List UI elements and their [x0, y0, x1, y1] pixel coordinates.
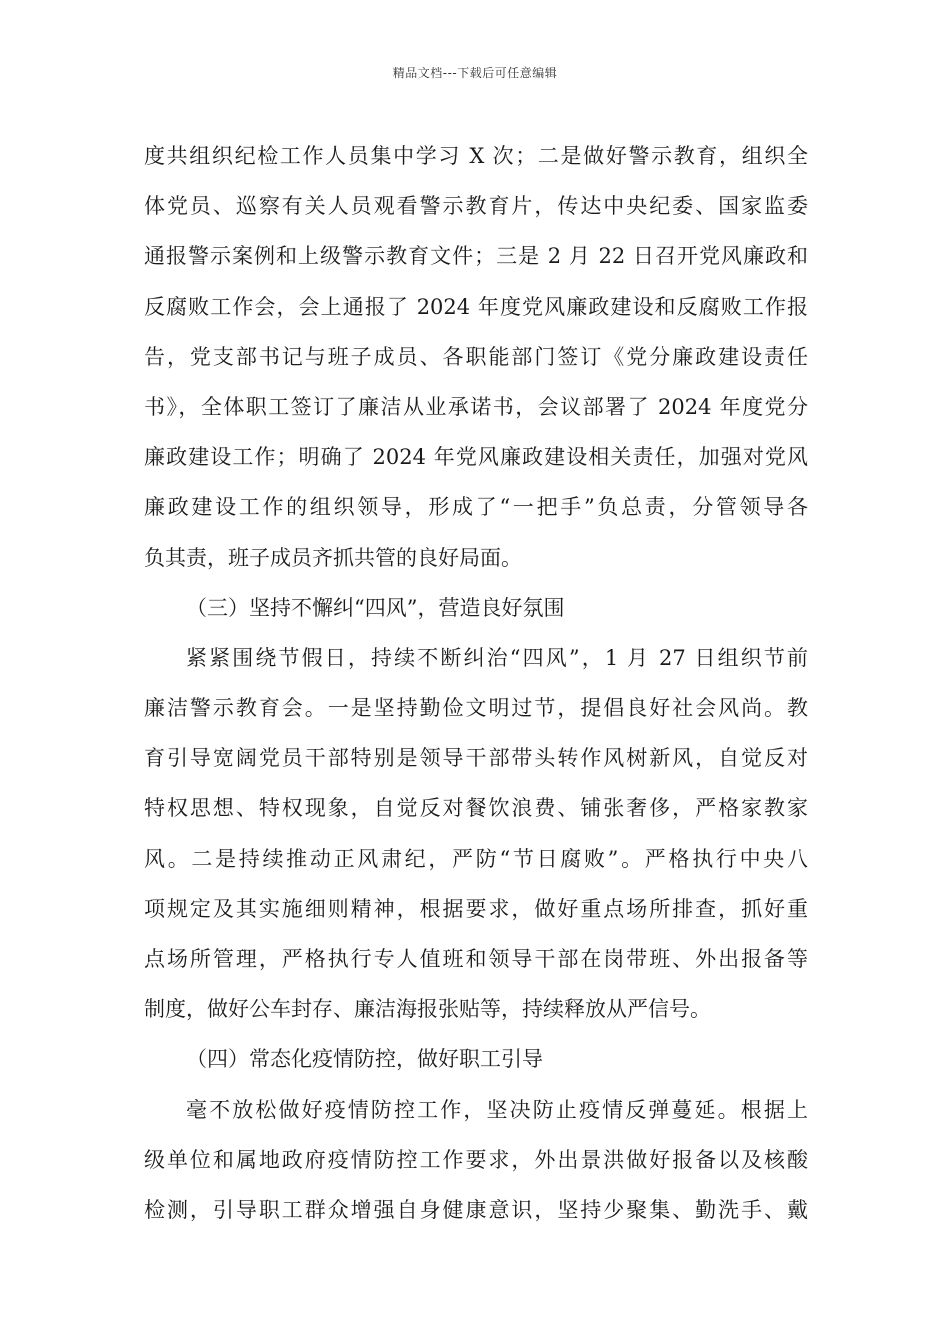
text-line: 廉政建设工作的组织领导，形成了“一把手”负总责，分管领导各	[144, 495, 808, 520]
text-line: 反腐败工作会，会上通报了 2024 年度党风廉政建设和反腐败工作报	[144, 294, 808, 319]
page-header: 精品文档---下载后可任意编辑	[392, 66, 558, 80]
text-line: 通报警示案例和上级警示教育文件；三是 2 月 22 日召开党风廉政和	[144, 244, 808, 269]
text-line: 书》，全体职工签订了廉洁从业承诺书，会议部署了 2024 年度党分	[144, 394, 808, 419]
text-line: 制度，做好公车封存、廉洁海报张贴等，持续释放从严信号。	[144, 997, 711, 1022]
text-line: 负其责，班子成员齐抓共管的良好局面。	[144, 545, 522, 570]
text-line: 检测，引导职工群众增强自身健康意识，坚持少聚集、勤洗手、戴	[144, 1197, 808, 1222]
text-line: 育引导宽阔党员干部特别是领导干部带头转作风树新风，自觉反对	[144, 746, 808, 771]
text-line: 毫不放松做好疫情防控工作，坚决防止疫情反弹蔓延。根据上	[186, 1097, 808, 1122]
text-line: 告，党支部书记与班子成员、各职能部门签订《党分廉政建设责任	[144, 344, 808, 369]
text-line: 度共组织纪检工作人员集中学习 X 次；二是做好警示教育，组织全	[144, 144, 808, 168]
document-body	[144, 131, 808, 1235]
text-line: 廉洁警示教育会。一是坚持勤俭文明过节，提倡良好社会风尚。教	[144, 696, 808, 721]
text-line: 风。二是持续推动正风肃纪，严防“节日腐败”。严格执行中央八	[144, 846, 808, 871]
text-line: （三）坚持不懈纠“四风”，营造良好氛围	[186, 595, 565, 620]
text-line: （四）常态化疫情防控，做好职工引导	[186, 1047, 543, 1072]
text-line: 级单位和属地政府疫情防控工作要求，外出景洪做好报备以及核酸	[144, 1147, 808, 1172]
text-line: 廉政建设工作；明确了 2024 年党风廉政建设相关责任，加强对党风	[144, 445, 808, 470]
text-line: 特权思想、特权现象，自觉反对餐饮浪费、铺张奢侈，严格家教家	[144, 796, 808, 821]
text-line: 项规定及其实施细则精神，根据要求，做好重点场所排查，抓好重	[144, 896, 808, 921]
text-line: 紧紧围绕节假日，持续不断纠治“四风”，1 月 27 日组织节前	[186, 645, 808, 670]
text-line: 点场所管理，严格执行专人值班和领导干部在岗带班、外出报备等	[144, 947, 808, 971]
text-line: 体党员、巡察有关人员观看警示教育片，传达中央纪委、国家监委	[144, 194, 808, 219]
